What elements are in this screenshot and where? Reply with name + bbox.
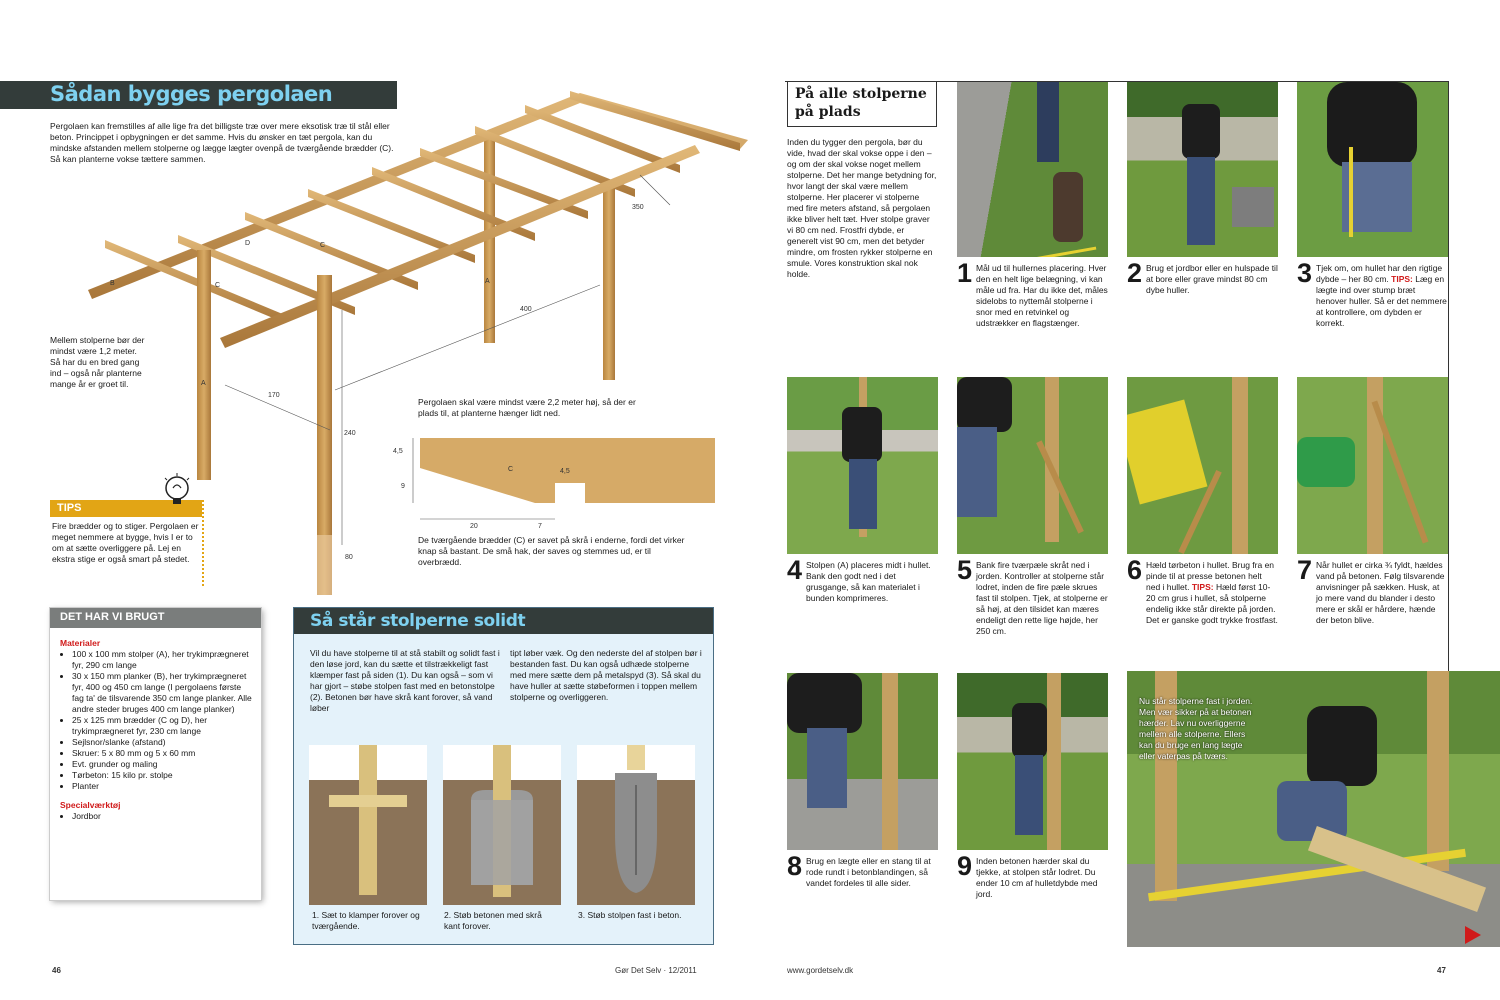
detail-caption: De tværgående brædder (C) er savet på skrå i enderne, fordi det virker knap så bastant. De små hak, der saves og stemmes ud, er til overbrædd.: [418, 535, 685, 567]
material-item: • Planter: [72, 781, 255, 792]
detail-letter-c: C: [508, 466, 514, 473]
detail-45-notch: 4,5: [560, 468, 570, 475]
material-item: • Sejlsnor/slanke (afstand): [72, 737, 255, 748]
materials-list: [60, 638, 255, 822]
letter-a-2: A: [485, 278, 490, 285]
materials-header: [50, 608, 261, 628]
detail-note: Pergolaen skal være mindst være 2,2 meter høj, så der er plads til, at planterne hænger lidt ned.: [418, 397, 636, 418]
step-number: 1: [957, 258, 973, 288]
dim-350: 350: [632, 204, 644, 211]
photo-step-1: [957, 82, 1108, 257]
step-text: Brug et jordbor eller en hulspade til at bore eller grave mindst 80 cm dybe huller.: [1146, 263, 1278, 295]
right-page-number: 47: [1437, 966, 1446, 975]
solid-posts-header: [294, 608, 713, 634]
step-number: 6: [1127, 555, 1143, 585]
photo-step-9: [957, 673, 1108, 850]
letter-c: C: [215, 282, 221, 289]
letter-a: A: [201, 380, 206, 387]
left-footer-issue: Gør Det Selv · 12/2011: [615, 966, 697, 975]
board-detail-diagram: [385, 433, 720, 533]
materials-box-heading: DET HAR VI BRUGT: [60, 611, 165, 623]
photo-leveling: [1127, 671, 1500, 947]
arrow-icon: [1465, 926, 1481, 944]
right-footer-url: www.gordetselv.dk: [787, 966, 854, 975]
dim-240: 240: [344, 430, 356, 437]
material-item: • 100 x 100 mm stolper (A), her trykimprægneret fyr, 290 cm lange: [72, 649, 255, 671]
step-tip: Læg en lægte ind over stump bræt henover huller. Så er det nemmere at kontrollere, om dybden er korrekt.: [1316, 274, 1447, 328]
detail-45-left: 4,5: [393, 448, 403, 455]
post-method-2-illustration: [443, 745, 561, 905]
method-3-caption: 3. Støb stolpen fast i beton.: [578, 910, 682, 920]
step-text: Mål ud til hullernes placering. Hver den en helt lige belægning, vi kan måle ud fra. Har du ikke det, måles sidelobs to nyttemål stolperne i snor med en retvinkel og udstrækker en flagstænger.: [976, 263, 1108, 328]
photo-overlay-text: Nu står stolperne fast i jorden. Men vær sikker på at betonen hærder. Lav nu overliggerne mellem alle stolperne. Ellers kan du bruge en lang lægte eller vaterpas på tværs.: [1139, 696, 1253, 761]
photo-step-6: [1127, 377, 1278, 554]
letter-b: B: [110, 280, 115, 287]
photo-step-2: [1127, 82, 1278, 257]
photo-step-7: [1297, 377, 1448, 554]
solid-posts-text-col2: tipt løber væk. Og den nederste del af stolpen bør i bestanden fast. Du kan også udhæde stolperne med mere sætte dem på metalspyd (3). Så skal du have huller at sætte støbeformen i toppen mellem stolperne og overliggeren.: [510, 648, 702, 702]
step-tip-label: TIPS:: [1391, 274, 1413, 284]
tool-item: • Jordbor: [72, 811, 255, 822]
photo-step-8: [787, 673, 938, 850]
step-number: 7: [1297, 555, 1313, 585]
method-1-caption: 1. Sæt to klamper forover og tværgående.: [312, 910, 420, 931]
step-text: Stolpen (A) placeres midt i hullet. Bank den godt ned i det grusgange, så kan materialet i bunden komprimeres.: [806, 560, 931, 603]
step-text: Inden betonen hærder skal du tjekke, at stolpen står lodret. Du ender 10 cm af hulletdybde med jord.: [976, 856, 1098, 899]
step-number: 4: [787, 555, 803, 585]
step-number: 8: [787, 851, 803, 881]
material-item: • 25 x 125 mm brædder (C og D), her trykimprægneret fyr, 230 cm lange: [72, 715, 255, 737]
photo-step-5: [957, 377, 1108, 554]
step-tip-label: TIPS:: [1191, 582, 1214, 592]
dim-170: 170: [268, 392, 280, 399]
step-text: Bank fire tværpæle skråt ned i jorden. Kontroller at stolperne står lodret, inden de fire pæle skrues fast til stolpen. Tjek, at stolperne er så høj, at den tilsidet kan mæres endeligt den rette lige højde, her 250 cm.: [976, 560, 1108, 636]
right-heading: På alle stolperne på plads: [795, 86, 927, 120]
material-item: • Tørbeton: 15 kilo pr. stolpe: [72, 770, 255, 781]
materials-heading: Materialer: [60, 638, 101, 648]
right-side-rule: [1448, 81, 1449, 671]
material-item: • Skruer: 5 x 80 mm og 5 x 60 mm: [72, 748, 255, 759]
post-front-left: [197, 250, 211, 480]
beam-front: [220, 145, 700, 348]
photo-step-3: [1297, 82, 1448, 257]
post-back-right: [603, 180, 615, 380]
tips-text: Fire brædder og to stiger. Pergolaen er meget nemmere at bygge, hvis I er to om at sætte overliggere på. Lej en ekstra stige er også smart på stedet.: [52, 521, 199, 564]
tips-heading: TIPS: [57, 502, 82, 514]
post-method-1-illustration: [309, 745, 427, 905]
photo-step-4: [787, 377, 938, 554]
solid-posts-text-col1: Vil du have stolperne til at stå stabilt og solidt fast i den løse jord, kan du sætte et tilstrækkeligt fast klæmper fast på siden (1). Du kan også – som vi har gjort – støbe stolpen fast med en betonstolpe (2). Betonen bør have skrå kant forover, så vand løber: [310, 648, 500, 713]
step-text: Hæld tørbeton i hullet. Brug fra en pinde til at presse betonen helt ned i hullet.: [1146, 560, 1275, 592]
lightbulb-icon: [162, 472, 192, 506]
solid-posts-heading: Så står stolperne solidt: [310, 611, 526, 631]
detail-9: 9: [401, 483, 405, 490]
material-item: • 30 x 150 mm planker (B), her trykimprægneret fyr, 400 og 450 cm lange (I pergolaens første fag ta' de tilsvarende 350 cm lange planker. Alle andre steder bruges 400 cm lange planker): [72, 671, 255, 715]
detail-20: 20: [470, 523, 478, 530]
page-title: Sådan bygges pergolaen: [50, 82, 333, 106]
letter-d: D: [245, 240, 251, 247]
side-note: Mellem stolperne bør der mindst være 1,2 meter. Så har du en bred gang ind – også når planterne mange år er groet til.: [50, 335, 145, 389]
step-number: 2: [1127, 258, 1143, 288]
step-tip: Hæld først 10-20 cm grus i hullet, så stolperne endelig ikke står direkte på jorden. Det er ganske godt trykke frostfast.: [1146, 582, 1278, 625]
material-item: • Evt. grunder og maling: [72, 759, 255, 770]
intro-text: Pergolaen kan fremstilles af alle lige fra det billigste træ over mere eksotisk træ til stål eller beton. Princippet i opbygningen er det samme. Hvis du ønsker en tæt pergola, kan du mindske afstanden mellem stolperne og lægge lægter ovenpå de tværgående brædder (C). Så kan planterne vokse tættere sammen.: [50, 121, 394, 164]
tools-heading: Specialværktøj: [60, 800, 121, 810]
step-number: 5: [957, 555, 973, 585]
letter-c-2: C: [320, 242, 326, 249]
post-method-3-illustration: [577, 745, 695, 905]
step-text: Brug en lægte eller en stang til at rode rundt i betonblandingen, så vandet fordeles til alle sider.: [806, 856, 931, 888]
step-text: Tjek om, om hullet har den rigtige dybde – her 80 cm.: [1316, 263, 1443, 284]
right-heading-box: [787, 81, 937, 127]
step-text: Når hullet er cirka ¾ fyldt, hældes vand på betonen. Følg tilsvarende anvisninger på sækken. Husk, at jo mere vand du blander i desto mere er skål er hårdere, hænde der beton blive.: [1316, 560, 1445, 625]
method-2-caption: 2. Støb betonen med skrå kant forover.: [444, 910, 542, 931]
right-intro: Inden du tygger den pergola, bør du vide, hvad der skal vokse oppe i den – og om der skal vokse noget mellem stolperne. Det her mange betydning for, hvor langt der skal være mellem stolperne. Her placerer vi stolperne med fire meters afstand, så pergolaen ikke bliver helt tæt. Hver stolpe graver vi 80 cm ned. Frostfri dybde, er generelt vist 90 cm, men det betyder mindre, om frosten rykker stolperne en smule. Vores konstruktion skal nok holde.: [787, 137, 937, 279]
dim-80: 80: [345, 554, 353, 561]
dim-400: 400: [520, 306, 532, 313]
step-number: 9: [957, 851, 973, 881]
detail-7: 7: [538, 523, 542, 530]
step-number: 3: [1297, 258, 1313, 288]
left-page-number: 46: [52, 966, 61, 975]
